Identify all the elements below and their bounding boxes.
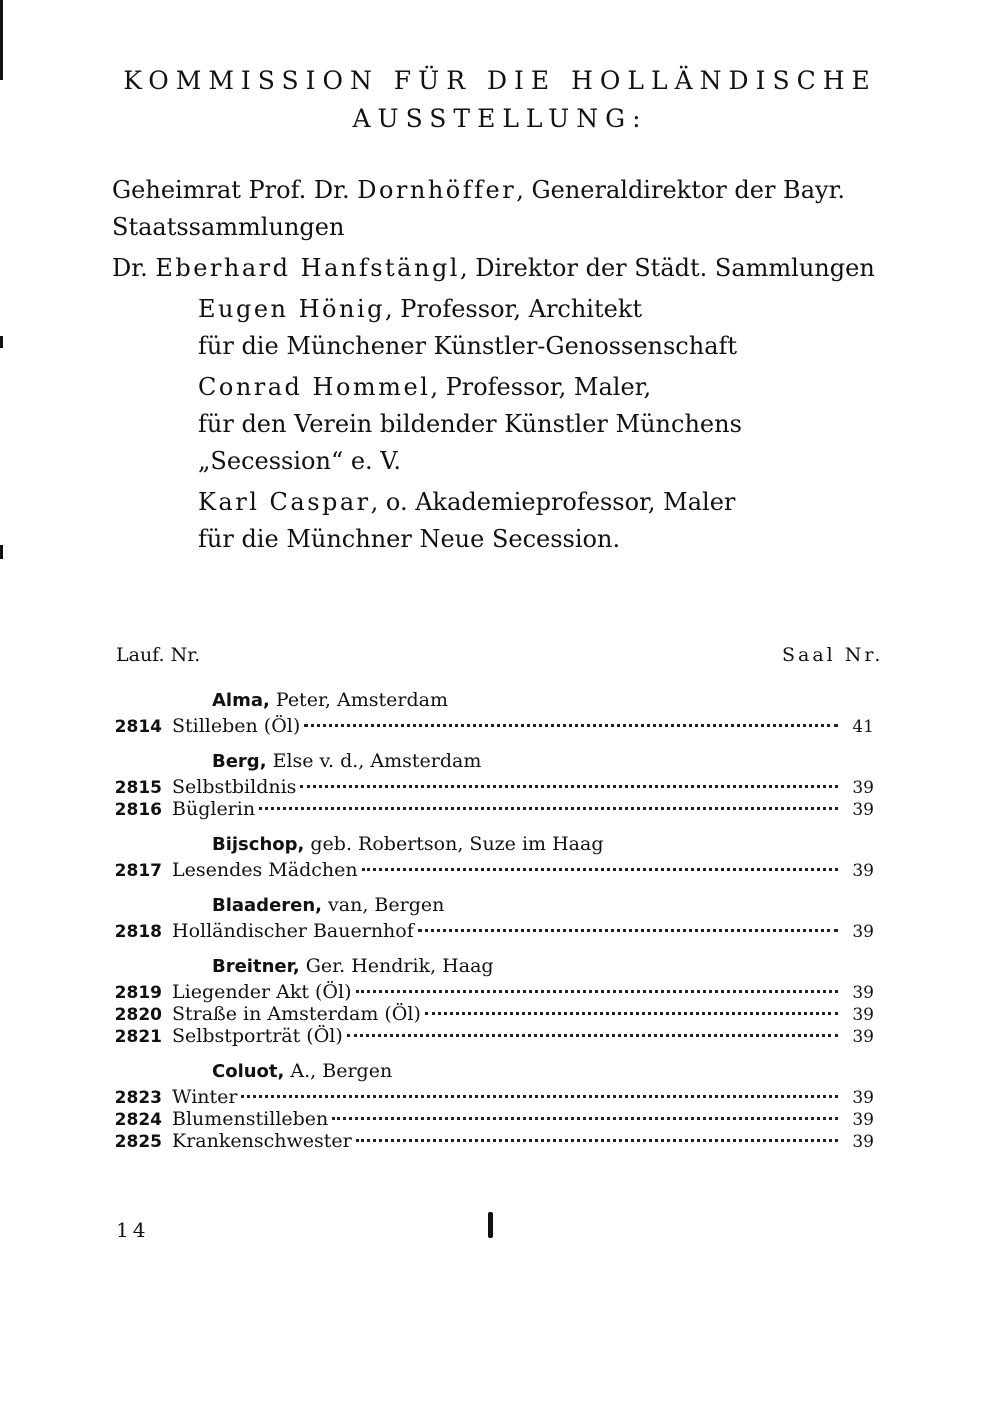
artist-name: Alma, <box>212 690 270 711</box>
member-role: , Professor, Maler, <box>430 373 652 401</box>
entry-title: Blumenstilleben <box>172 1108 329 1130</box>
page-number: 14 <box>116 1218 150 1242</box>
entry-saal: 39 <box>852 983 874 1003</box>
dot-leader <box>356 990 839 993</box>
entry-saal: 39 <box>852 1132 874 1152</box>
catalog-entry <box>0 776 1000 798</box>
dot-leader <box>304 724 838 727</box>
member-entry <box>112 172 882 246</box>
page-edge-mark <box>0 336 3 348</box>
entry-number: 2825 <box>114 1132 162 1152</box>
entry-title: Selbstbildnis <box>172 776 297 798</box>
column-header-saal-nr: Saal Nr. <box>782 644 884 666</box>
page-heading <box>90 62 910 138</box>
catalog-entry <box>0 1025 1000 1047</box>
member-detail: für die Münchner Neue Secession. <box>198 525 621 553</box>
member-role: , o. Akademieprofessor, Maler <box>370 488 736 516</box>
member-entry <box>112 484 882 558</box>
catalog-entry <box>0 1130 1000 1152</box>
heading-line-2: AUSSTELLUNG: <box>352 104 648 133</box>
entry-saal: 39 <box>852 1110 874 1130</box>
column-header-lauf-nr: Lauf. Nr. <box>116 644 201 666</box>
member-role: , Direktor der Städt. Sammlungen <box>459 254 875 282</box>
dot-leader <box>425 1012 838 1015</box>
artist-heading <box>0 952 1000 981</box>
entry-saal: 39 <box>852 800 874 820</box>
catalog-entry <box>0 981 1000 1003</box>
member-detail: für die Münchener Künstler-Genossenschaft <box>198 332 738 360</box>
member-entry <box>112 369 882 480</box>
entry-title: Büglerin <box>172 798 256 820</box>
entry-number: 2820 <box>114 1005 162 1025</box>
entry-saal: 39 <box>852 1027 874 1047</box>
dot-leader <box>347 1034 838 1037</box>
entry-number: 2817 <box>114 861 162 881</box>
artist-heading <box>0 830 1000 859</box>
entry-number: 2823 <box>114 1088 162 1108</box>
artist-name: Breitner, <box>212 956 300 977</box>
artist-heading <box>0 747 1000 776</box>
artist-info: Ger. Hendrik, Haag <box>299 955 494 977</box>
artist-info: Else v. d., Amsterdam <box>266 750 482 772</box>
commission-members <box>112 172 882 562</box>
catalog-entry <box>0 859 1000 881</box>
member-name: Eugen Hönig <box>198 295 386 323</box>
entry-title: Selbstporträt (Öl) <box>172 1025 343 1047</box>
page-edge-mark <box>0 545 3 559</box>
entry-title: Stilleben (Öl) <box>172 715 301 737</box>
entry-number: 2818 <box>114 922 162 942</box>
member-role: , Professor, Architekt <box>385 295 643 323</box>
entry-title: Winter <box>172 1086 238 1108</box>
catalog-entry <box>0 1003 1000 1025</box>
signature-mark <box>488 1212 493 1238</box>
entry-saal: 39 <box>852 1088 874 1108</box>
catalog-entry <box>0 920 1000 942</box>
member-prefix: Dr. <box>112 254 156 282</box>
artist-info: A., Bergen <box>284 1060 393 1082</box>
dot-leader <box>300 785 838 788</box>
entry-saal: 39 <box>852 922 874 942</box>
member-name: Eberhard Hanfstängl <box>155 254 460 282</box>
entry-title: Liegender Akt (Öl) <box>172 981 352 1003</box>
member-name: Conrad Hommel <box>198 373 431 401</box>
entry-number: 2819 <box>114 983 162 1003</box>
entry-number: 2824 <box>114 1110 162 1130</box>
catalog-list <box>0 676 1000 1152</box>
dot-leader <box>362 868 838 871</box>
member-name: Dornhöffer <box>357 176 517 204</box>
member-entry <box>112 250 882 287</box>
entry-title: Lesendes Mädchen <box>172 859 358 881</box>
catalog-entry <box>0 1086 1000 1108</box>
artist-info: Peter, Amsterdam <box>269 689 448 711</box>
entry-number: 2816 <box>114 800 162 820</box>
entry-saal: 41 <box>852 717 874 737</box>
catalog-entry <box>0 1108 1000 1130</box>
artist-name: Blaaderen, <box>212 895 323 916</box>
entry-title: Krankenschwester <box>172 1130 352 1152</box>
member-detail: für den Verein bildender Künstler Münchens „Secession“ e. V. <box>198 410 742 475</box>
dot-leader <box>356 1139 838 1142</box>
artist-name: Bijschop, <box>212 834 305 855</box>
dot-leader <box>418 929 838 932</box>
member-prefix: Geheimrat Prof. Dr. <box>112 176 358 204</box>
entry-saal: 39 <box>852 861 874 881</box>
entry-saal: 39 <box>852 1005 874 1025</box>
entry-title: Holländischer Bauernhof <box>172 920 414 942</box>
heading-line-1: KOMMISSION FÜR DIE HOLLÄNDISCHE <box>123 66 877 95</box>
artist-info: geb. Robertson, Suze im Haag <box>304 833 604 855</box>
artist-name: Coluot, <box>212 1061 285 1082</box>
entry-saal: 39 <box>852 778 874 798</box>
artist-heading <box>0 891 1000 920</box>
artist-heading <box>0 1057 1000 1086</box>
entry-number: 2821 <box>114 1027 162 1047</box>
member-entry <box>112 291 882 365</box>
artist-name: Berg, <box>212 751 267 772</box>
entry-number: 2815 <box>114 778 162 798</box>
dot-leader <box>332 1117 838 1120</box>
entry-number: 2814 <box>114 717 162 737</box>
dot-leader <box>259 807 838 810</box>
artist-info: van, Bergen <box>322 894 445 916</box>
page-edge-mark <box>0 0 3 80</box>
artist-heading <box>0 686 1000 715</box>
catalog-entry <box>0 715 1000 737</box>
entry-title: Straße in Amsterdam (Öl) <box>172 1003 421 1025</box>
catalog-entry <box>0 798 1000 820</box>
member-role: , Generaldirektor der Bayr. Staatssammlungen <box>112 176 846 241</box>
dot-leader <box>241 1095 838 1098</box>
member-name: Karl Caspar <box>198 488 371 516</box>
